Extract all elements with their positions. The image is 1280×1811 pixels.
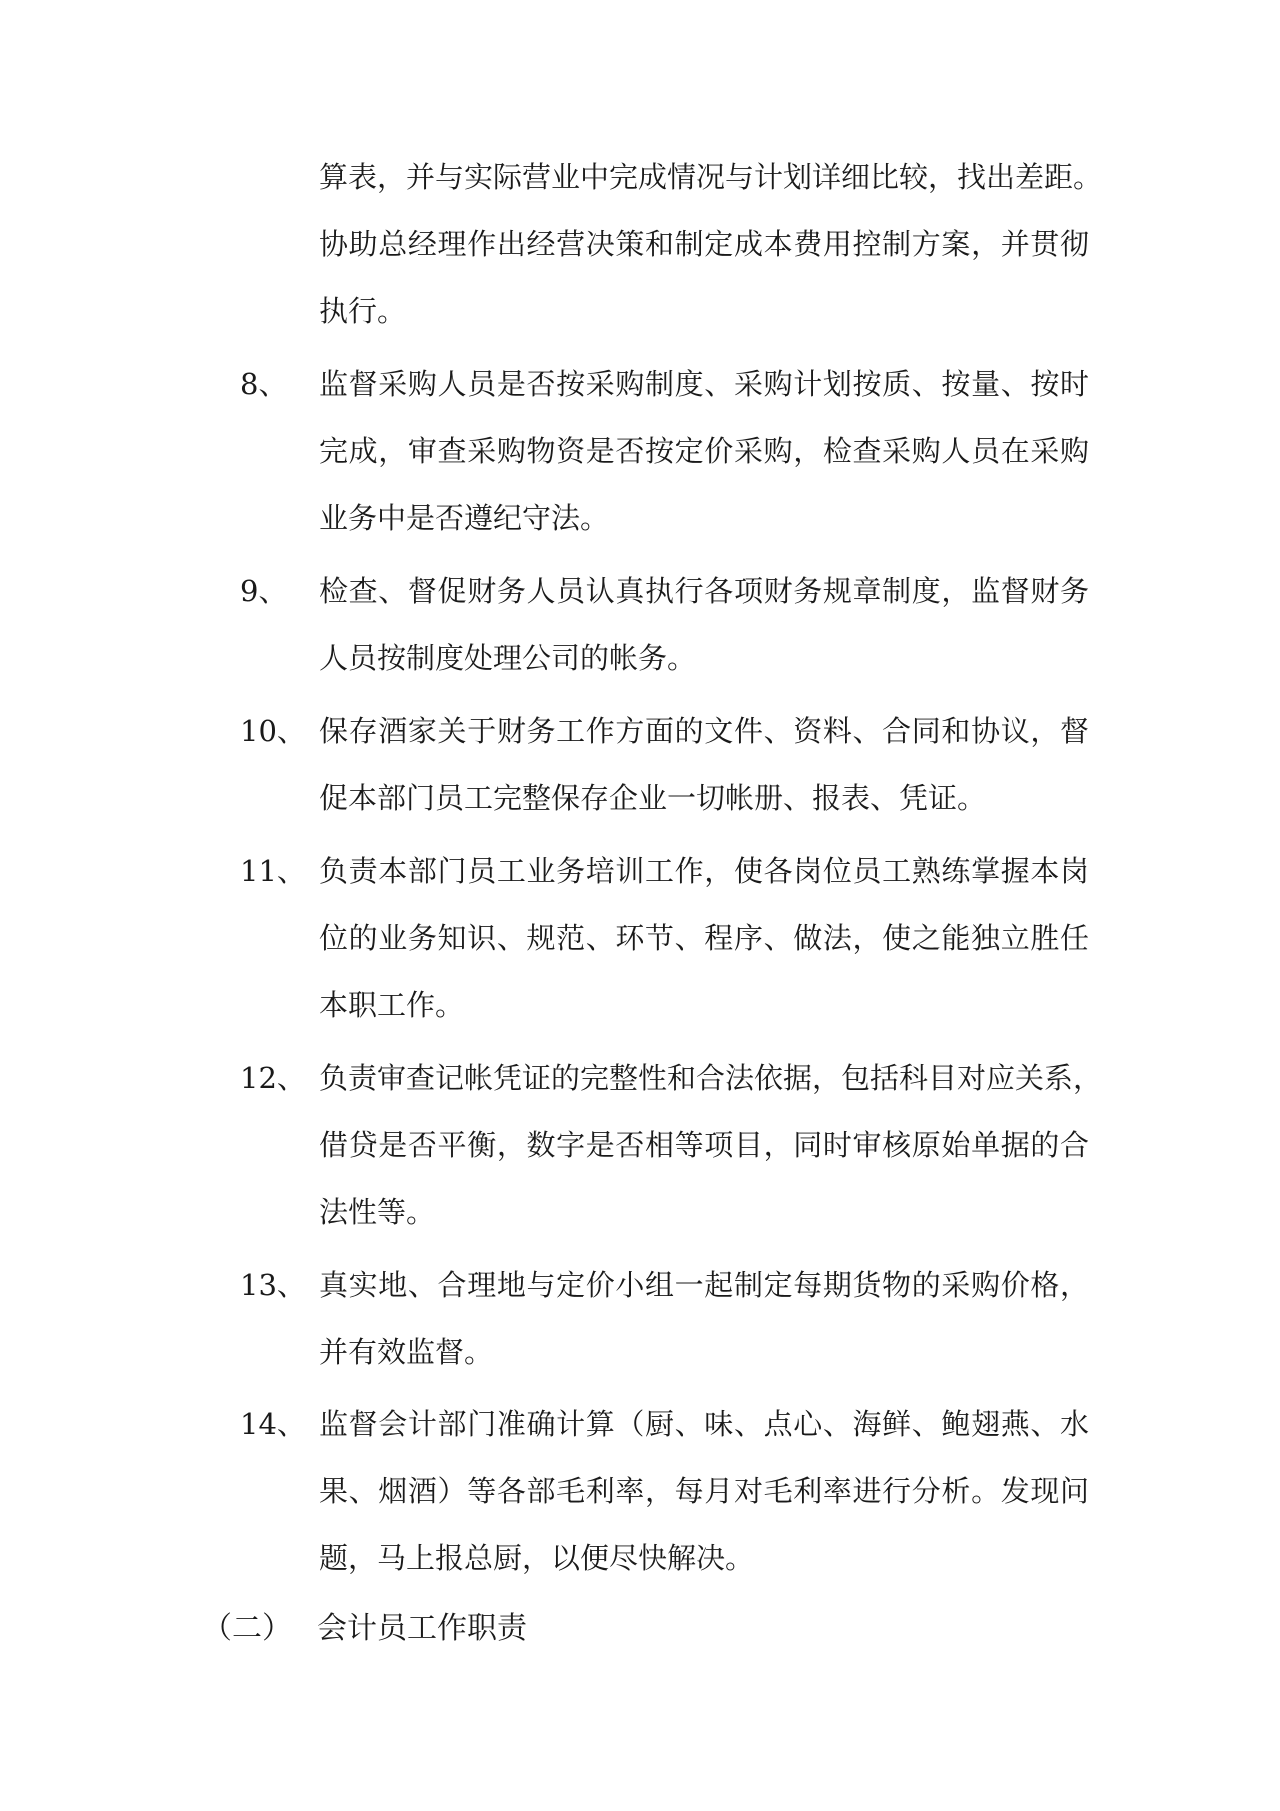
intro-line-1: 算表，并与实际营业中完成情况与计划详细比较，找出差距。	[319, 160, 1103, 194]
item-number: 12、	[240, 1061, 306, 1095]
item-line: 法性等。	[319, 1195, 436, 1229]
item-number: 9、	[240, 574, 288, 608]
item-line: 业务中是否遵纪守法。	[319, 501, 610, 535]
item-line: 果、烟酒）等各部毛利率，每月对毛利率进行分析。发现问	[319, 1474, 1089, 1508]
item-line: 人员按制度处理公司的帐务。	[319, 641, 697, 675]
intro-line-2: 协助总经理作出经营决策和制定成本费用控制方案，并贯彻	[319, 227, 1089, 261]
item-line: 借贷是否平衡，数字是否相等项目，同时审核原始单据的合	[319, 1128, 1089, 1162]
item-line: 并有效监督。	[319, 1335, 494, 1369]
item-line: 检查、督促财务人员认真执行各项财务规章制度，监督财务	[319, 574, 1089, 608]
item-number: 8、	[240, 367, 288, 401]
item-line: 位的业务知识、规范、环节、程序、做法，使之能独立胜任	[319, 921, 1089, 955]
item-number: 13、	[240, 1268, 306, 1302]
item-line: 负责本部门员工业务培训工作，使各岗位员工熟练掌握本岗	[319, 854, 1089, 888]
item-line: 监督采购人员是否按采购制度、采购计划按质、按量、按时	[319, 367, 1089, 401]
item-line: 负责审查记帐凭证的完整性和合法依据，包括科目对应关系，	[319, 1061, 1103, 1095]
section-number: （二）	[202, 1611, 292, 1646]
item-number: 11、	[240, 854, 306, 888]
item-line: 题，马上报总厨，以便尽快解决。	[319, 1541, 755, 1575]
intro-line-3: 执行。	[319, 294, 407, 328]
item-line: 促本部门员工完整保存企业一切帐册、报表、凭证。	[319, 781, 987, 815]
item-line: 保存酒家关于财务工作方面的文件、资料、合同和协议，督	[319, 714, 1089, 748]
item-line: 监督会计部门准确计算（厨、味、点心、海鲜、鲍翅燕、水	[319, 1407, 1089, 1441]
section-title: 会计员工作职责	[317, 1611, 527, 1646]
item-number: 14、	[240, 1407, 306, 1441]
item-line: 完成，审查采购物资是否按定价采购，检查采购人员在采购	[319, 434, 1089, 468]
item-line: 真实地、合理地与定价小组一起制定每期货物的采购价格，	[319, 1268, 1089, 1302]
item-line: 本职工作。	[319, 988, 465, 1022]
item-number: 10、	[240, 714, 306, 748]
